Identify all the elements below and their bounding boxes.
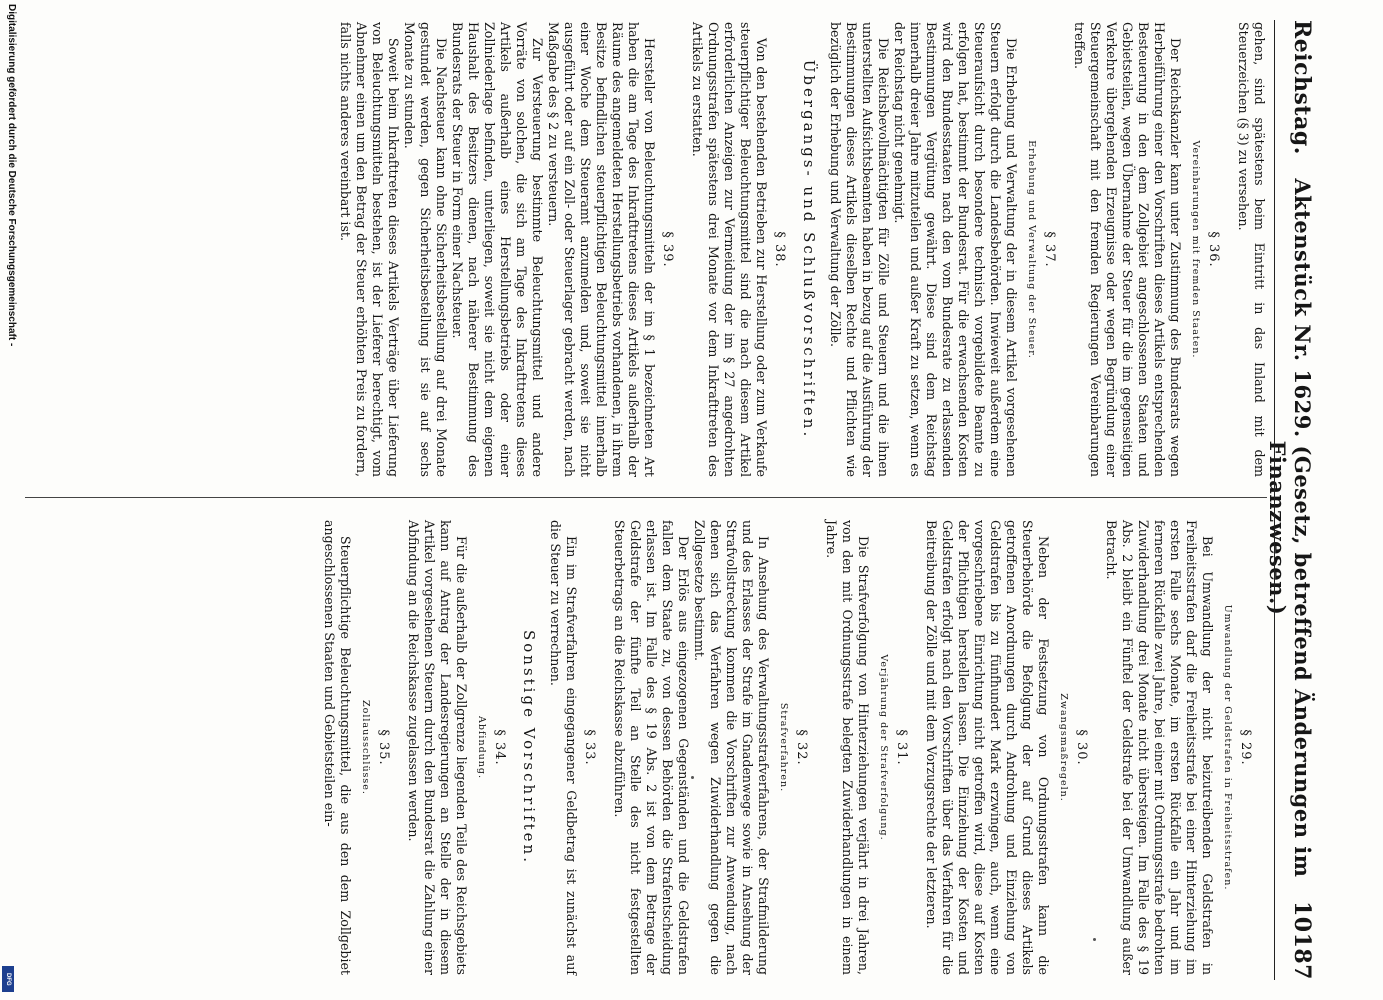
section-number: § 32. — [794, 729, 809, 766]
section-title: Strafverfahren. — [778, 702, 789, 793]
paragraph: Die Nachsteuer kann ohne Sicherheitsbestellung auf drei Monate gestundet werden, gegen Sicherheitsbestellung ist sie auf sechs Monate zu stunden. — [402, 22, 449, 477]
section-title: Zwangsmaßregeln. — [1058, 693, 1069, 802]
section-number: § 30. — [1074, 729, 1089, 766]
left-column — [337, 22, 1267, 477]
paragraph: gehen, sind spätestens beim Eintritt in das Inland mit dem Steuerzeichen (§ 3) zu versehen. — [1236, 22, 1267, 477]
column-divider — [25, 497, 1267, 498]
rotated-sheet — [15, 0, 1315, 1000]
section-title: Abfindung. — [476, 715, 487, 780]
paragraph: Hersteller von Beleuchtungsmitteln der im § 1 bezeichneten Art haben die am Tage des Inkrafttretens dieses Artikels außerhalb der Räume des angemeldeten Herstellungsbetriebs vorhandenen, in ihrem Besitze befindlichen steuerpflichtigen Beleuchtungsmittel innerhalb einer Woche dem Steueramt anzumelden und, soweit sie nicht ausgeführt oder auf ein Zoll- oder Steuerlager gebracht werden, nach Maßgabe des § 2 zu versteuern. — [546, 22, 657, 477]
paragraph: Von den bestehenden Betrieben zur Herstellung oder zum Verkaufe steuerpflichtiger Beleuchtungsmittel sind die nach diesem Artikel erforderlichen Anzeigen zur Vermeidung der im § 27 angedrohten Ordnungsstrafen spätestens drei Monate vor dem Inkrafttreten des Artikels zu erstatten. — [690, 22, 769, 477]
paragraph: Bei Umwandlung der nicht beizutreibenden Geldstrafen in Freiheitsstrafen darf die Freiheitsstrafe bei einer Hinterziehung im ersten Falle sechs Monate, im ersten Rückfalle ein Jahr und im ferneren Rückfalle zwei Jahre, bei einer mit Ordnungsstrafe bedrohten Zuwiderhandlung drei Monate nicht übersteigen. Im Falle des § 19 Abs. 2 bleibt ein Fünftel der Geldstrafe bei der Umwandlung außer Betracht. — [1104, 520, 1215, 975]
right-column — [321, 520, 1267, 975]
section-number: § 39. — [660, 231, 675, 268]
section-title: Verjährung der Strafverfolgung. — [878, 654, 889, 841]
section-title: Umwandlung der Geldstrafen in Freiheitsstrafen. — [1222, 604, 1233, 891]
scan-speck — [1093, 938, 1096, 941]
paragraph: Für die außerhalb der Zollgrenze liegenden Teile des Reichsgebiets kann auf Antrag der Landesregierungen an Stelle der in diesem Artikel vorgesehenen Steuern durch den Bundesrat die Zahlung einer Abfindung an die Reichskasse zugelassen werden. — [406, 520, 469, 975]
section-number: § 29. — [1238, 729, 1253, 766]
paragraph: Die Reichsbevollmächtigten für Zölle und Steuern und die ihnen unterstellten Aufsichtsbeamten haben in bezug auf die Ausführung der Bestimmungen dieses Artikels dieselben Rechte und Pflichten wie bezüglich der Erhebung und Verwaltung der Zölle. — [828, 22, 891, 477]
credit-text: Digitalisierung gefördert durch die Deutsche Forschungsgemeinschaft - — [6, 4, 17, 347]
paragraph: Steuerpflichtige Beleuchtungsmittel, die aus den dem Zollgebiet angeschlossenen Staaten und Gebietsteilen ein- — [322, 520, 353, 975]
section-number: § 33. — [582, 729, 597, 766]
paragraph: Zur Versteuerung bestimmte Beleuchtungsmittel und andere Vorräte von solchen, die sich am Tage des Inkrafttretens dieses Artikels außerhalb eines Herstellungsbetriebs oder einer Zollniederlage befinden, unterliegen, soweit sie nicht dem eigenen Haushalt des Besitzers dienen, nach näherer Bestimmung des Bundesrats der Steuer in Form einer Nachsteuer. — [450, 22, 545, 477]
section-number: § 34. — [492, 729, 507, 766]
paragraph: Soweit beim Inkrafttreten dieses Artikels Verträge über Lieferung von Beleuchtungsmitteln bestehen, ist der Lieferer berechtigt, vom Abnehmer einen um den Betrag der Steuer erhöhten Preis zu fordern, falls nichts anderes vereinbart ist. — [338, 22, 401, 477]
paragraph: Der Reichskanzler kann unter Zustimmung des Bundesrats wegen Herbeiführung einer den Vorschriften dieses Artikels entsprechenden Besteuerung in den dem Zollgebiet angeschlossenen Staaten und Gebietsteilen, wegen Übernahme der Steuer für die im gegenseitigen Verkehre übergehenden Erzeugnisse oder wegen Begründung einer Steuergemeinschaft mit den fremden Regierungen Vereinbarungen treffen. — [1072, 22, 1183, 477]
page-header — [1265, 20, 1315, 980]
section-number: § 37. — [1042, 231, 1057, 268]
dfg-logo: DFG — [2, 966, 14, 992]
paragraph: Der Erlös aus eingezogenen Gegenständen und die Geldstrafen fallen dem Staate zu, von dessen Behörden die Strafentscheidung erlassen ist. Im Falle des § 19 Abs. 2 ist von dem Betrage der Geldstrafe der fünfte Teil an Stelle des nicht festgestellten Steuerbetrags an die Reichskasse abzuführen. — [612, 520, 691, 975]
section-title: Erhebung und Verwaltung der Steuer. — [1026, 140, 1037, 359]
paragraph: Die Erhebung und Verwaltung der in diesem Artikel vorgesehenen Steuern erfolgt durch die Landesbehörden. Inwieweit außerdem eine Steueraufsicht durch besondere technisch vorgebildete Beamte zu erfolgen hat, bestimmt der Bundesrat. Für die erwachsenden Kosten wird den Bundesstaaten nach den vom Bundesrate zu erlassenden Bestimmungen Vergütung gewährt. Diese sind dem Reichstag innerhalb dreier Jahre mitzuteilen und außer Kraft zu setzen, wenn es der Reichstag nicht genehmigt. — [892, 22, 1019, 477]
header-left: Reichstag. — [1289, 20, 1315, 155]
paragraph: Neben der Festsetzung von Ordnungsstrafen kann die Steuerbehörde die Befolgung der auf Grund dieses Artikels getroffenen Anordnungen durch Androhung und Einziehung von Geldstrafen bis zu fünfhundert Mark erzwingen, auch, wenn eine vorgeschriebene Einrichtung nicht getroffen wird, diese auf Kosten der Pflichtigen herstellen lassen. Die Einziehung der Kosten und Geldstrafen erfolgt nach den Vorschriften über das Verfahren für die Beitreibung der Zölle und mit dem Vorzugsrechte der letzteren. — [924, 520, 1051, 975]
group-heading: Übergangs- und Schlußvorschriften. — [800, 59, 818, 440]
paragraph: In Ansehung des Verwaltungsstrafverfahrens, der Strafmilderung und des Erlasses der Strafe im Gnadenwege sowie in Ansehung der Strafvollstreckung kommen die Vorschriften zur Anwendung, nach denen sich das Verfahren wegen Zuwiderhandlung gegen die Zollgesetze bestimmt. — [692, 520, 771, 975]
section-number: § 35. — [376, 729, 391, 766]
section-number: § 38. — [772, 231, 787, 268]
scan-speck — [691, 776, 694, 779]
paragraph: Die Strafverfolgung von Hinterziehungen verjährt in drei Jahren, von den mit Ordnungsstrafe belegten Zuwiderhandlungen in einem Jahre. — [824, 520, 871, 975]
section-number: § 36. — [1206, 231, 1221, 268]
digitization-credit — [3, 4, 17, 994]
header-rule — [1274, 20, 1275, 980]
page-number: 10187 — [1289, 900, 1315, 980]
group-heading: Sonstige Vorschriften. — [520, 629, 538, 865]
section-title: Vereinbarungen mit fremden Staaten. — [1190, 140, 1201, 359]
section-number: § 31. — [894, 729, 909, 766]
paragraph: Ein im Strafverfahren eingegangener Geldbetrag ist zunächst auf die Steuer zu verrechnen. — [548, 520, 579, 975]
header-title: Aktenstück Nr. 1629. (Gesetz, betreffend Änderungen im Finanzwesen.) — [1265, 178, 1315, 878]
section-title: Zollausschlüsse. — [360, 700, 371, 795]
